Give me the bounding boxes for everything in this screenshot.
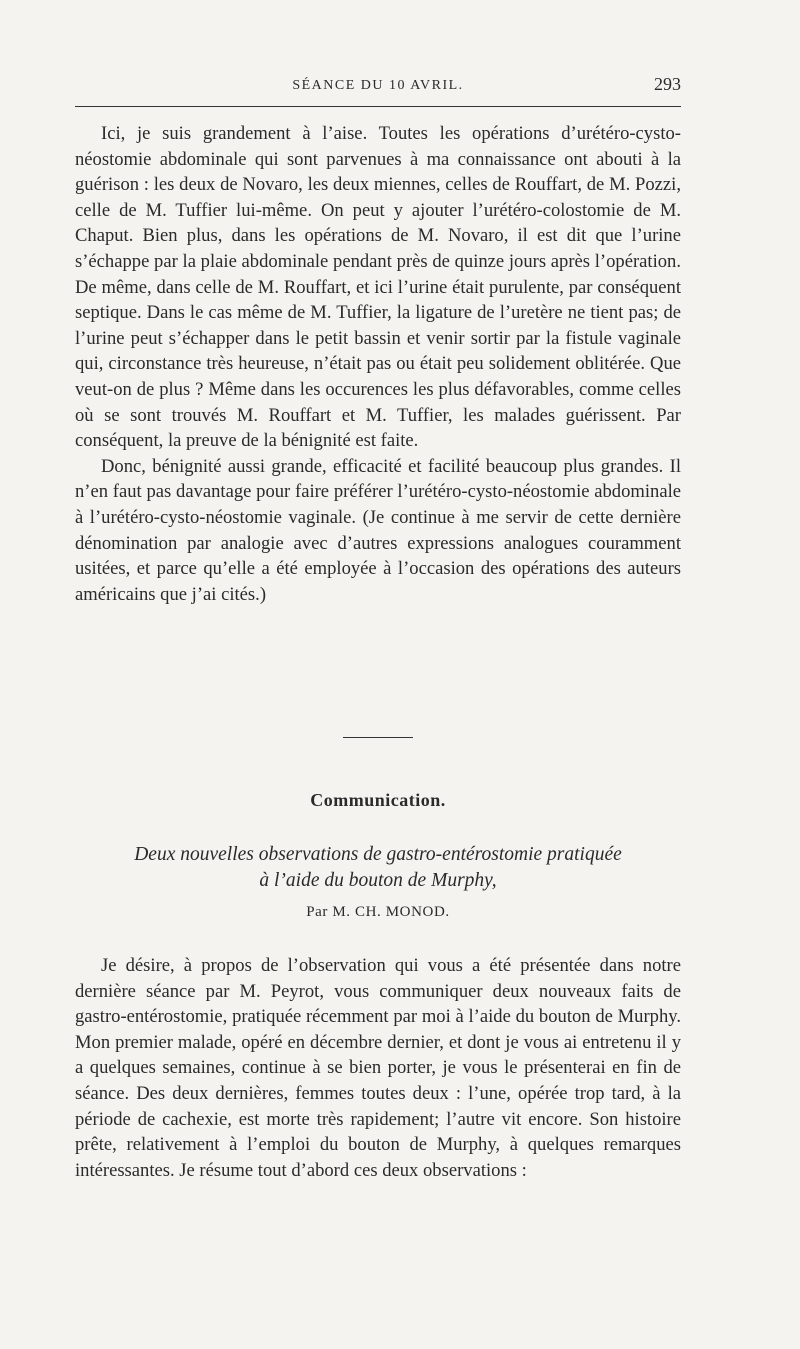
header-rule	[75, 106, 681, 107]
running-title: SÉANCE DU 10 AVRIL.	[292, 78, 464, 93]
section-divider	[343, 737, 413, 738]
paragraph: Je désire, à propos de l’observation qui vous a été présentée dans notre dernière séance par M. Peyrot, vous communiquer deux nouveaux faits de gastro-entérostomie, pratiquée récemment par moi à l’aide du bouton de Murphy. Mon premier malade, opéré en décembre dernier, et dont je vous ai entretenu il y a quelques semaines, continue à se bien porter, je vous le présenterai en fin de séance. Des deux dernières, femmes toutes deux : l’une, opérée trop tard, à la période de cachexie, est morte très rapidement; l’autre vit encore. Son histoire prête, relativement à l’emploi du bouton de Murphy, à quelques remarques intéressantes. Je résume tout d’abord ces deux observations :	[75, 955, 681, 1181]
article-title-line: Deux nouvelles observations de gastro-entérostomie pratiquée	[134, 844, 622, 865]
article-title-line: à l’aide du bouton de Murphy,	[259, 870, 497, 891]
body-text	[75, 121, 681, 607]
paragraph: Ici, je suis grandement à l’aise. Toutes les opérations d’urétéro-cysto-néostomie abdominale qui sont parvenues à ma connaissance ont abouti à la guérison : les deux de Novaro, les deux miennes, celles de Rouffart, de M. Pozzi, celle de M. Tuffier lui-même. On peut y ajouter l’urétéro-colostomie de M. Chaput. Bien plus, dans les opérations de M. Novaro, il est dit que l’urine s’échappe par la plaie abdominale pendant près de quinze jours après l’opération. De même, dans celle de M. Rouffart, et ici l’urine était purulente, par conséquent septique. Dans le cas même de M. Tuffier, la ligature de l’uretère ne tient pas; de l’urine peut s’échapper dans le petit bassin et venir sortir par la fistule vaginale qui, circonstance très heureuse, n’était pas ou était peu solidement oblitérée. Que veut-on de plus ? Même dans les occurences les plus défavorables, comme celles où se sont trouvés M. Rouffart et M. Tuffier, les malades guérissent. Par conséquent, la preuve de la bénignité est faite.	[75, 123, 681, 452]
section-heading: Communication.	[310, 790, 446, 810]
body-text-2	[75, 953, 681, 1183]
page-number: 293	[654, 74, 681, 94]
byline: Par M. CH. MONOD.	[306, 904, 450, 920]
running-head	[75, 74, 681, 98]
article-title	[75, 842, 681, 894]
paragraph: Donc, bénignité aussi grande, efficacité et facilité beaucoup plus grandes. Il n’en faut pas davantage pour faire préférer l’urétéro-cysto-néostomie abdominale à l’urétéro-cysto-néostomie vaginale. (Je continue à me servir de cette dernière dénomination par analogie avec d’autres expressions analogues couramment usitées, et parce qu’elle a été employée à l’occasion des opérations des auteurs américains que j’ai cités.)	[75, 455, 681, 605]
